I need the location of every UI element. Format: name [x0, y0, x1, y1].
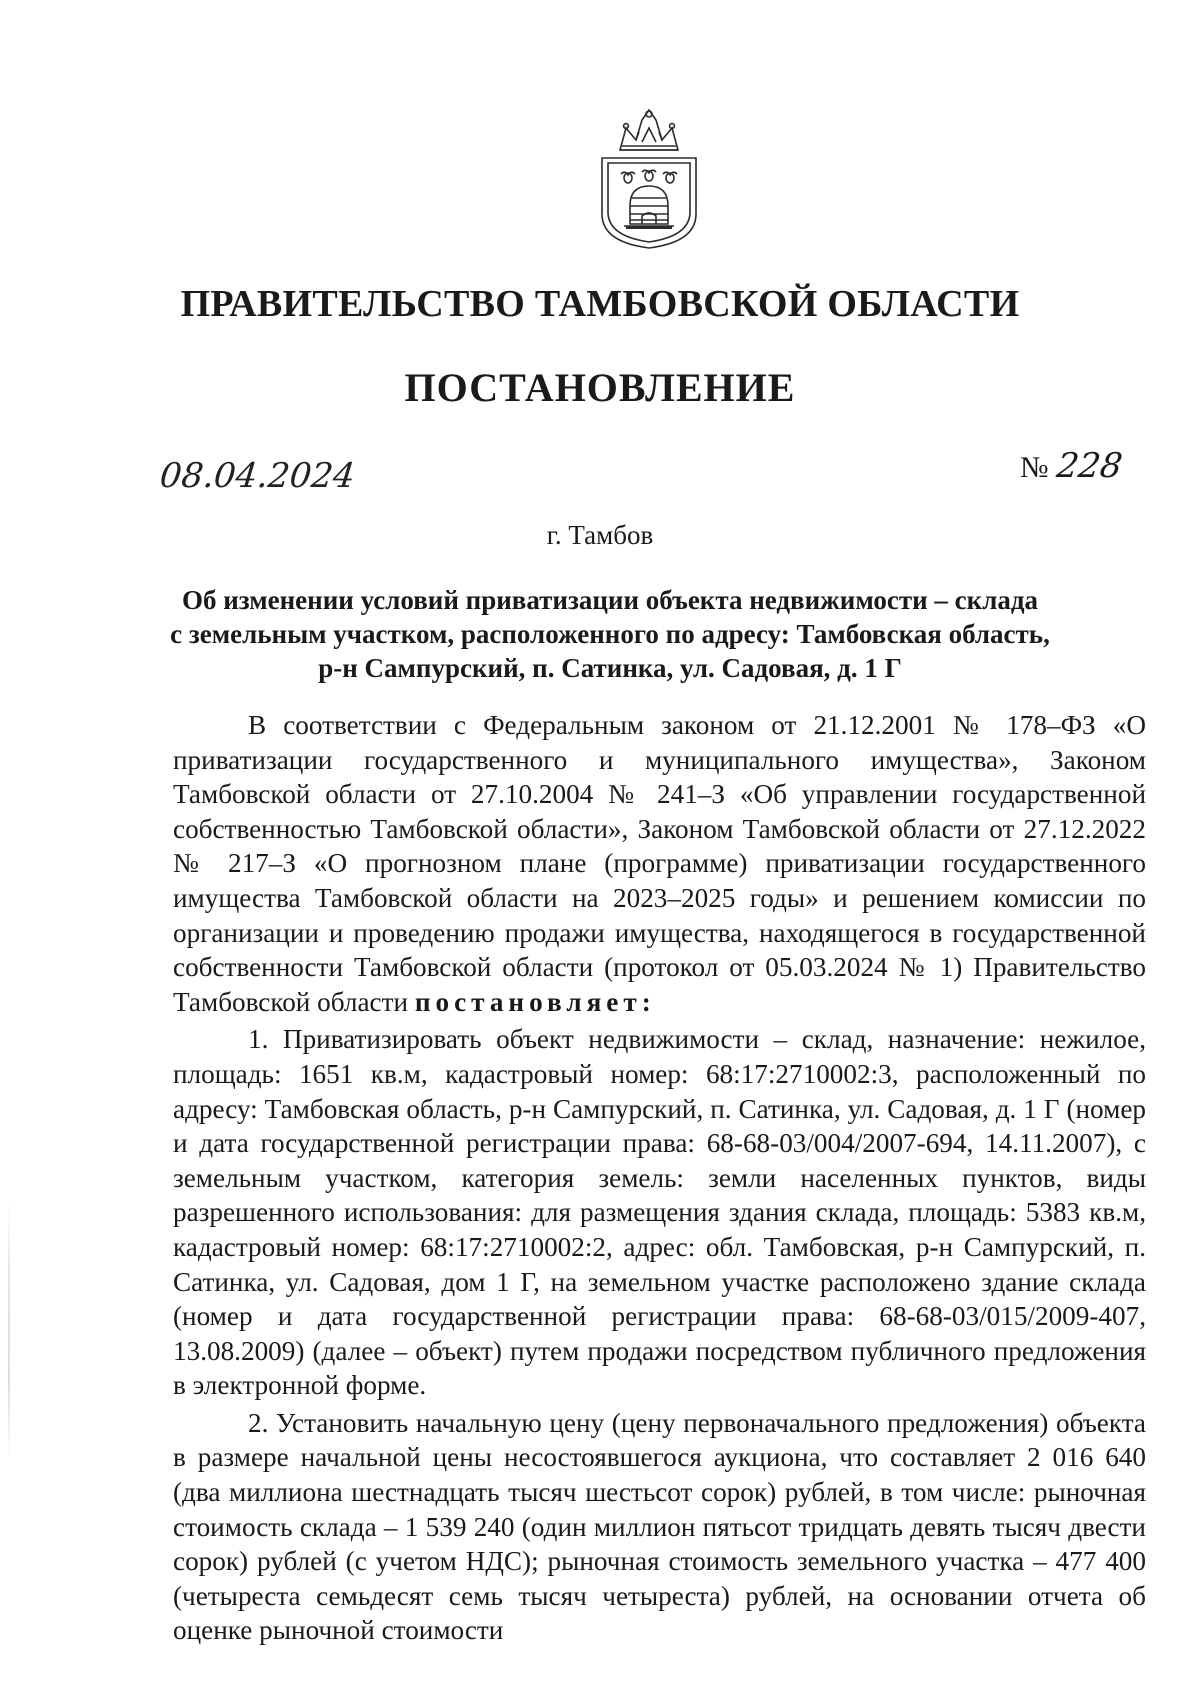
subject-line-3: р-н Сампурский, п. Сатинка, ул. Садовая, д. 1 Г	[318, 653, 902, 683]
item-2-paragraph: 2. Установить начальную цену (цену первоначального предложения) объекта в размере начальной цены несостоявшегося аукциона, что составляет 2 016 640 (два миллиона шестнадцать тысяч шестьсот сорок) рублей, в том числе: рыночная стоимость склада – 1 539 240 (один миллион пятьсот тридцать девять тысяч двести сорок) рублей (с учетом НДС); рыночная стоимость земельного участка – 477 400 (четыреста семьдесят семь тысяч четыреста) рублей, на основании отчета об оценке рыночной стоимости	[173, 1407, 1146, 1646]
document-date: 08.04.2024	[157, 456, 357, 496]
subject-line-2: с земельным участком, расположенного по адресу: Тамбовская область,	[170, 619, 1050, 649]
document-body	[173, 708, 1146, 1648]
number-sign: №	[1020, 451, 1049, 484]
city-line: г. Тамбов	[546, 520, 654, 550]
document-number: 228	[1053, 446, 1125, 486]
subject-line-1: Об изменении условий приватизации объекта недвижимости – склада	[181, 585, 1039, 615]
tambov-coat-of-arms-icon	[590, 106, 708, 252]
scan-edge-artifact	[8, 1200, 10, 1460]
preamble-text: В соответствии с Федеральным законом от 21.12.2001 № 178–ФЗ «О приватизации государственного и муниципального имущества», Законом Тамбовской области от 27.10.2004 № 241–З «Об управлении государственной собственностью Тамбовской области», Законом Тамбовской области от 27.12.2022 № 217–З «О прогнозном плане (программе) приватизации государственного имущества Тамбовской области на 2023–2025 годы» и решением комиссии по организации и проведению продажи имущества, находящегося в государственной собственности Тамбовской области (протокол от 05.03.2024 № 1) Правительство Тамбовской области	[173, 710, 1146, 1017]
document-subject	[170, 583, 1050, 685]
resolves-word: постановляет:	[414, 986, 656, 1017]
item-1-paragraph: 1. Приватизировать объект недвижимости – склад, назначение: нежилое, площадь: 1651 кв.м, кадастровый номер: 68:17:2710002:3, расположенный по адресу: Тамбовская область, р-н Сампурский, п. Сатинка, ул. Садовая, д. 1 Г (номер и дата государственной регистрации права: 68-68-03/004/2007-694, 14.11.2007), с земельным участком, категория земель: земли населенных пунктов, виды разрешенного использования: для размещения здания склада, площадь: 5383 кв.м, кадастровый номер: 68:17:2710002:2, адрес: обл. Тамбовская, р-н Сампурский, п. Сатинка, ул. Садовая, дом 1 Г, на земельном участке расположено здание склада (номер и дата государственной регистрации права: 68-68-03/015/2009-407, 13.08.2009) (далее – объект) путем продажи посредством публичного предложения в электронной форме.	[173, 1024, 1146, 1401]
document-type-title: ПОСТАНОВЛЕНИЕ	[404, 365, 796, 410]
government-title: ПРАВИТЕЛЬСТВО ТАМБОВСКОЙ ОБЛАСТИ	[180, 283, 1020, 325]
document-number-block	[1020, 446, 1125, 486]
preamble-paragraph	[173, 708, 1146, 1019]
